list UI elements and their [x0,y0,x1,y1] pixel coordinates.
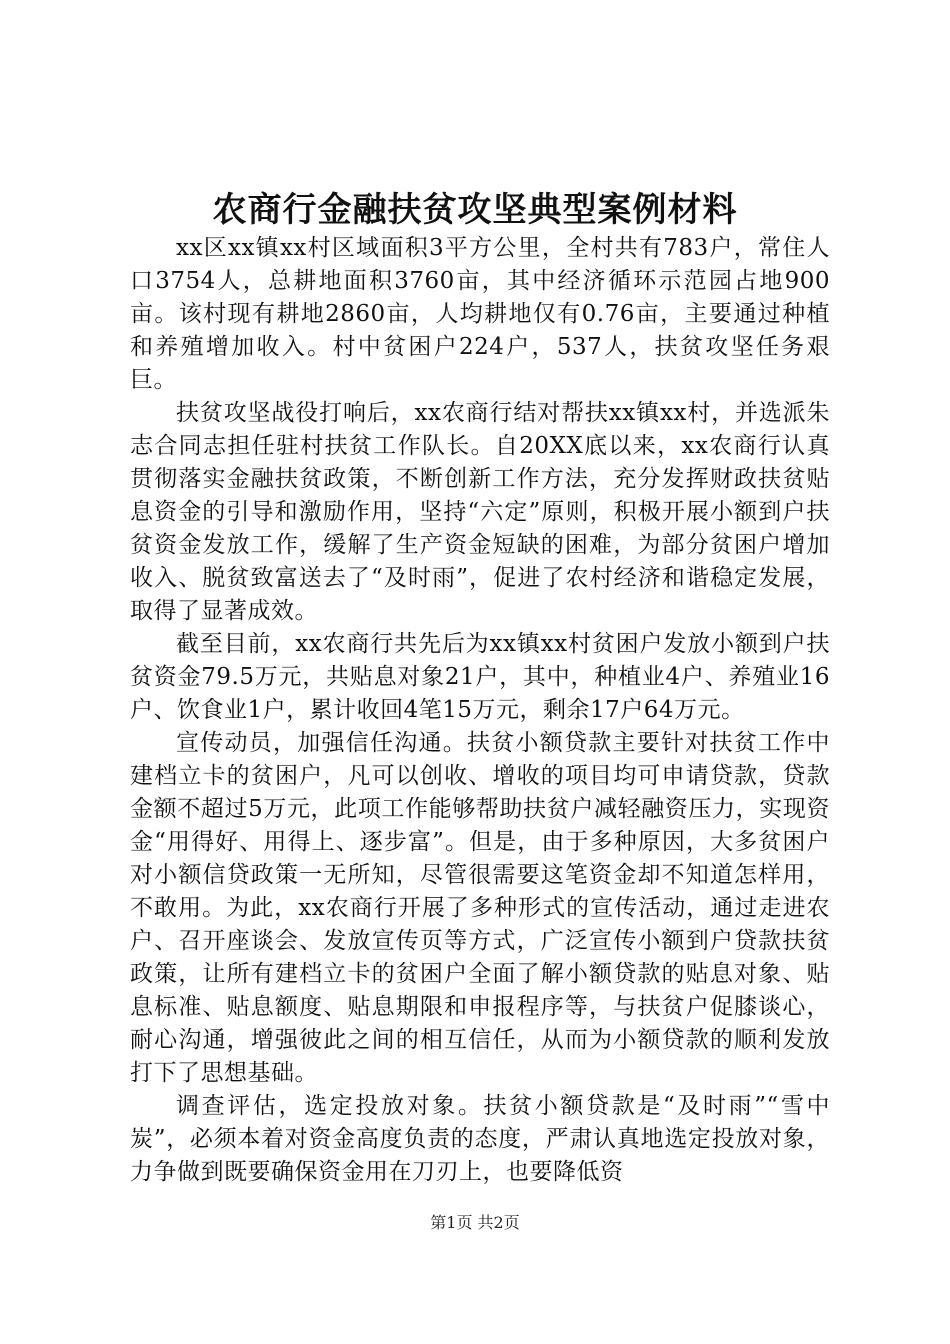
paragraph: 截至目前，xx农商行共先后为xx镇xx村贫困户发放小额到户扶贫资金79.5万元，共贴息对象21户，其中，种植业4户、养殖业16户、饮食业1户，累计收回4笔15万元，剩余17户64万元。 [130,631,830,723]
paragraph: 扶贫攻坚战役打响后，xx农商行结对帮扶xx镇xx村，并选派朱志合同志担任驻村扶贫工作队长。自20XX底以来，xx农商行认真贯彻落实金融扶贫政策，不断创新工作方法，充分发挥财政扶贫贴息资金的引导和激励作用，坚持“六定”原则，积极开展小额到户扶贫资金发放工作，缓解了生产资金短缺的困难，为部分贫困户增加收入、脱贫致富送去了“及时雨”，促进了农村经济和谐稳定发展，取得了显著成效。 [130,400,830,624]
paragraph: 宣传动员，加强信任沟通。扶贫小额贷款主要针对扶贫工作中建档立卡的贫困户，凡可以创收、增收的项目均可申请贷款，贷款金额不超过5万元，此项工作能够帮助扶贫户减轻融资压力，实现资金“用得好、用得上、逐步富”。但是，由于多种原因，大多贫困户对小额信贷政策一无所知，尽管很需要这笔资金却不知道怎样用，不敢用。为此，xx农商行开展了多种形式的宣传活动，通过走进农户、召开座谈会、发放宣传页等方式，广泛宣传小额到户贷款扶贫政策，让所有建档立卡的贫困户全面了解小额贷款的贴息对象、贴息标准、贴息额度、贴息期限和申报程序等，与扶贫户促膝谈心，耐心沟通，增强彼此之间的相互信任，从而为小额贷款的顺利发放打下了思想基础。 [130,730,830,1086]
document-body [130,232,830,1189]
page-footer: 第1页 共2页 [430,1213,520,1232]
paragraph: 调查评估，选定投放对象。扶贫小额贷款是“及时雨”“雪中炭”，必须本着对资金高度负责的态度，严肃认真地选定投放对象，力争做到既要确保资金用在刀刃上，也要降低资 [130,1093,830,1185]
paragraph: xx区xx镇xx村区域面积3平方公里，全村共有783户，常住人口3754人，总耕地面积3760亩，其中经济循环示范园占地900亩。该村现有耕地2860亩，人均耕地仅有0.76亩，主要通过种植和养殖增加收入。村中贫困户224户，537人，扶贫攻坚任务艰巨。 [130,235,830,393]
document-title: 农商行金融扶贫攻坚典型案例材料 [212,190,738,230]
